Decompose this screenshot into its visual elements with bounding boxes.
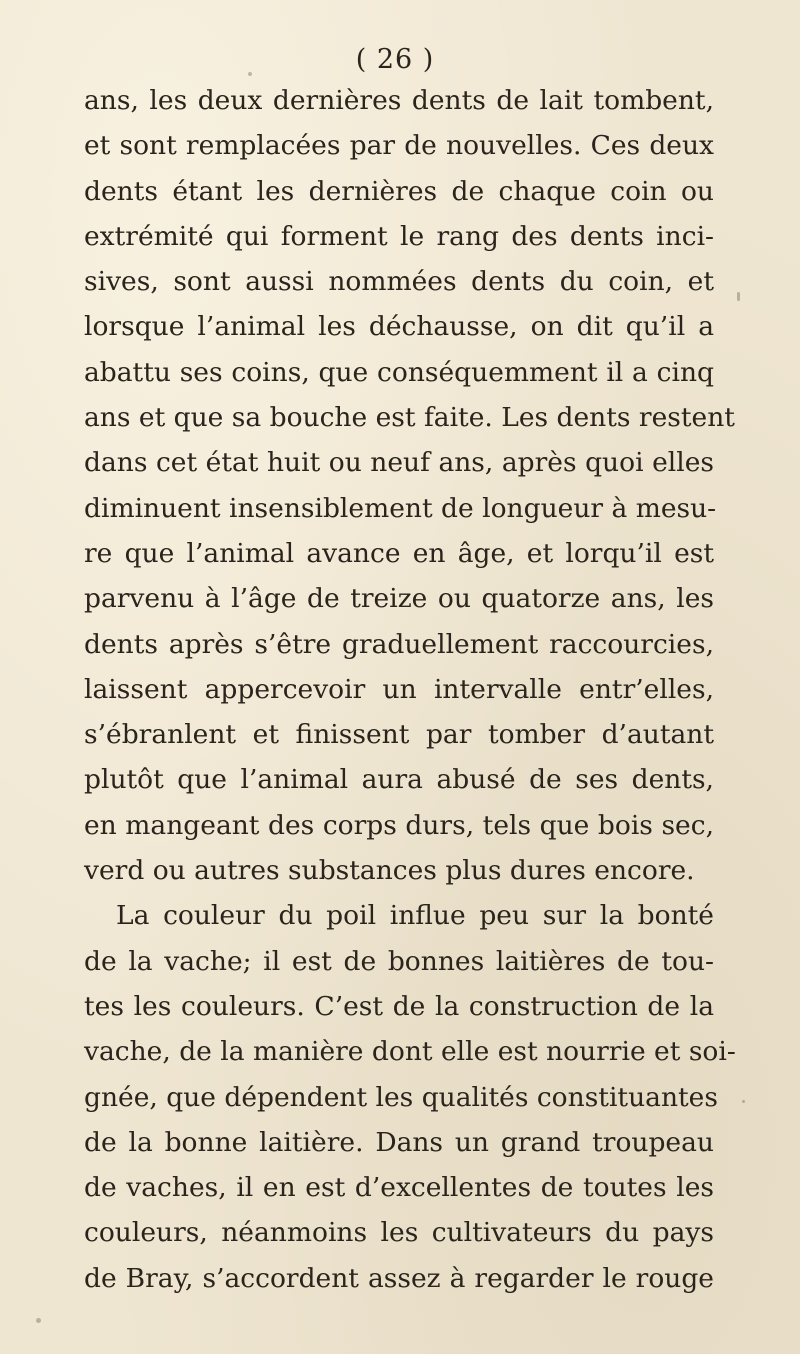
text-line: de la vache; il est de bonnes laitières de tou- [84, 945, 714, 977]
text-line: et sont remplacées par de nouvelles. Ces deux [84, 130, 714, 162]
text-line: de vaches, il en est d’excellentes de toutes les [84, 1172, 714, 1204]
text-line: abattu ses coins, que conséquemment il a cinq [84, 356, 714, 388]
text-line: dents étant les dernières de chaque coin ou [84, 175, 714, 207]
text-line: gnée, que dépendent les qualités constituantes [84, 1081, 718, 1113]
text-line: lorsque l’animal les déchausse, on dit qu’il a [84, 311, 714, 343]
text-line: couleurs, néanmoins les cultivateurs du pays [84, 1217, 714, 1249]
text-line: ans et que sa bouche est faite. Les dents restent [84, 402, 735, 434]
text-line: re que l’animal avance en âge, et lorqu’il est [84, 537, 714, 569]
paper-speck [248, 72, 252, 76]
text-line: plutôt que l’animal aura abusé de ses dents, [84, 764, 714, 796]
paper-speck [36, 1318, 41, 1323]
body-text [84, 78, 736, 1301]
text-line: s’ébranlent et finissent par tomber d’autant [84, 719, 714, 751]
text-line: ans, les deux dernières dents de lait tombent, [84, 85, 714, 116]
text-line: extrémité qui forment le rang des dents inci- [84, 220, 714, 252]
text-line: vache, de la manière dont elle est nourrie et soi- [84, 1036, 736, 1068]
text-line: parvenu à l’âge de treize ou quatorze ans, les [84, 583, 714, 615]
text-line: de Bray, s’accordent assez à regarder le rouge [84, 1262, 714, 1294]
paper-speck [737, 292, 740, 301]
text-line: sives, sont aussi nommées dents du coin, et [84, 266, 714, 298]
paper-speck [742, 1100, 745, 1103]
text-line: dans cet état huit ou neuf ans, après quoi elles [84, 447, 714, 479]
paragraph-start-line: La couleur du poil influe peu sur la bonté [116, 900, 714, 932]
text-line: laissent appercevoir un intervalle entr’elles, [84, 673, 714, 705]
text-line: tes les couleurs. C’est de la construction de la [84, 990, 714, 1022]
text-line: verd ou autres substances plus dures encore. [84, 855, 695, 887]
text-line: en mangeant des corps durs, tels que bois sec, [84, 809, 714, 841]
page-number: ( 26 ) [355, 44, 435, 75]
text-line: de la bonne laitière. Dans un grand troupeau [84, 1126, 714, 1158]
text-line: dents après s’être graduellement raccourcies, [84, 628, 714, 660]
text-line: diminuent insensiblement de longueur à mesu- [84, 492, 717, 524]
